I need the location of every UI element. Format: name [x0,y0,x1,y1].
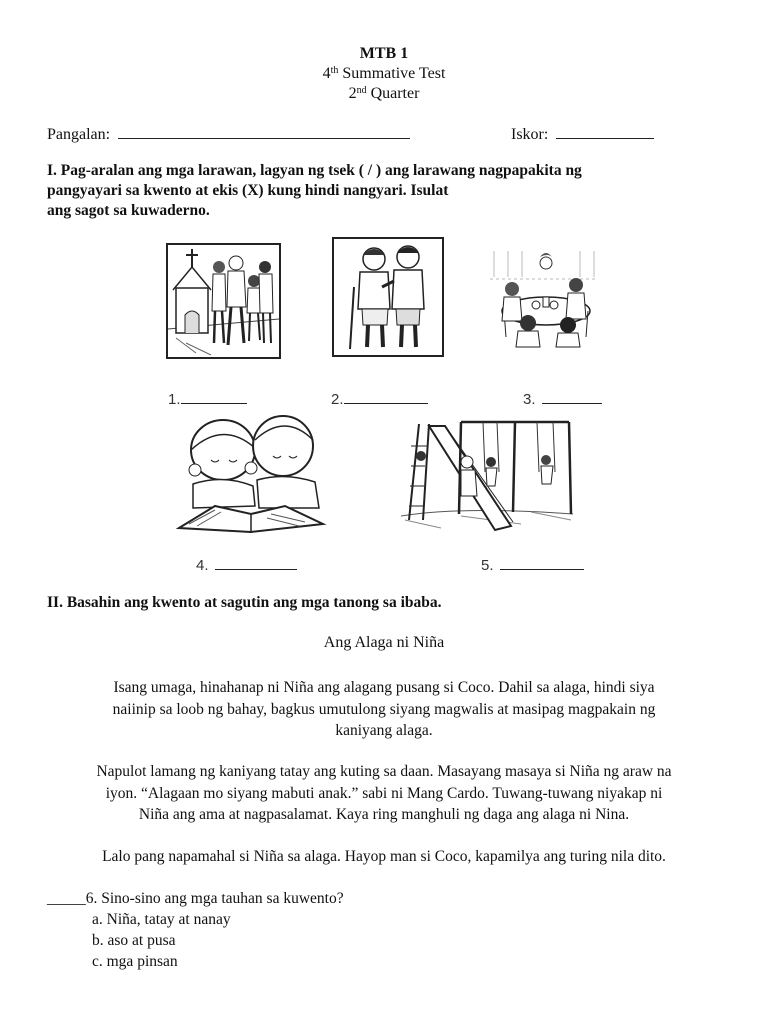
test-label: Summative Test [338,65,446,82]
helping-picture [332,237,444,357]
question-6-blank[interactable]: _____ [47,890,86,907]
item-4-blank[interactable] [215,555,297,570]
part1-instruction-line2: pangyayari sa kwento at ekis (X) kung hindi nangyari. Isulat [47,182,449,199]
item-2 [331,389,428,408]
story-p1-line2: naiinip sa loob ng bahay, bagkus umutulong siyang magwalis at masipag magpakain ng [112,700,656,718]
story-p2-line1: Napulot lamang ng kaniyang tatay ang kuting sa daan. Masayang masaya si Niña ng araw na [96,763,672,780]
choice-a: a. Niña, tatay at nanay [92,911,231,928]
name-label: Pangalan: [47,126,111,143]
story-p3-line1: Lalo pang napamahal si Niña sa alaga. Hayop man si Coco, kapamilya ang turing nila dito. [102,848,666,865]
story-title: Ang Alaga ni Niña [323,634,445,651]
score-blank[interactable] [556,124,654,139]
item-3-blank[interactable] [542,389,602,404]
quarter-label: Quarter [366,85,420,102]
quarter-number: 2 [348,85,357,102]
story-p1-line1: Isang umaga, hinahanap ni Niña ang alagang pusang si Coco. Dahil sa alaga, hindi siya [113,679,655,696]
subject-title: MTB 1 [359,45,409,62]
question-6 [47,888,344,909]
quarter-suffix: nd [356,85,367,96]
item-5-number: 5. [481,557,494,574]
item-4 [196,555,297,574]
question-6-text: 6. Sino-sino ang mga tauhan sa kuwento? [85,890,344,907]
reading-picture [175,410,327,534]
church-picture [166,243,281,359]
item-5-blank[interactable] [500,555,584,570]
item-1-number: 1. [168,391,181,408]
quarter-title [0,84,768,104]
playground-picture [401,416,573,538]
story-p1-line3: kaniyang alaga. [335,722,433,739]
item-1-blank[interactable] [181,389,247,404]
choice-c: c. mga pinsan [92,953,178,970]
part1-instruction-line1: I. Pag-aralan ang mga larawan, lagyan ng tsek ( / ) ang larawang nagpapakita ng [47,162,582,179]
test-suffix: th [330,65,339,76]
item-4-number: 4. [196,557,209,574]
name-row [47,124,410,145]
item-5 [481,555,584,574]
choice-b: b. aso at pusa [92,932,176,949]
score-row [511,124,654,145]
test-number: 4 [322,65,331,82]
item-3 [523,389,602,408]
item-2-blank[interactable] [344,389,428,404]
story-p2-line2: iyon. “Alagaan mo siyang mabuti anak.” sabi ni Mang Cardo. Tuwang-tuwang niyakap ni [105,784,663,802]
story-paragraph-3 [30,846,738,868]
part2-instruction: II. Basahin ang kwento at sagutin ang mga tanong sa ibaba. [47,594,442,611]
part1-instruction-line3: ang sagot sa kuwaderno. [47,202,210,219]
item-3-number: 3. [523,391,536,408]
story-paragraph-1 [30,677,738,742]
item-1 [168,389,247,408]
dinner-picture [488,249,602,349]
item-2-number: 2. [331,391,344,408]
story-p2-line3: Niña ang ama at nagpasalamat. Kaya ring manghuli ng daga ang alaga ni Nina. [138,806,630,823]
test-title [0,64,768,84]
name-blank[interactable] [118,124,410,139]
story-paragraph-2 [30,761,738,826]
score-label: Iskor: [511,126,549,143]
